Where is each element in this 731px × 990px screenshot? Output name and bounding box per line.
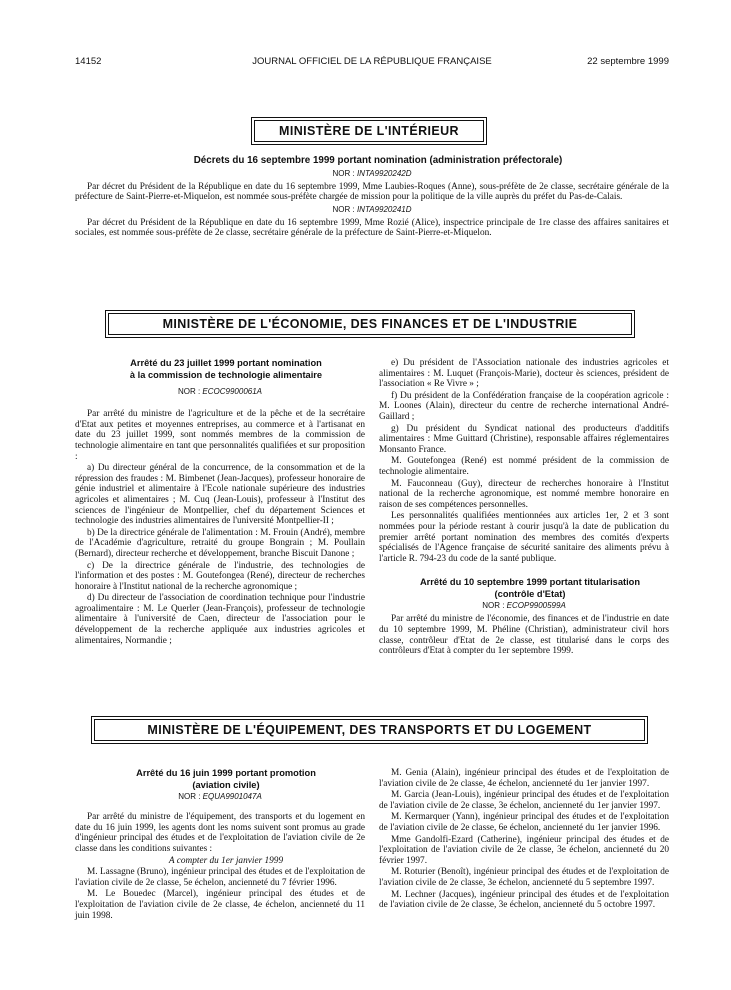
nor-code: ECOC9900061A bbox=[202, 387, 263, 397]
list-item: Les personnalités qualifiées mentionnées aux articles 1er, 2 et 3 sont nommées pour la période restant à courir jusqu'à la date de publication du premier arrêté portant nomination des membres des comités d'experts spécialisés de l'Agence française de sécurité sanitaire des aliments prévu à l'article R. 794-23 du code de la santé publique. bbox=[379, 511, 669, 564]
list-item: M. Lassagne (Bruno), ingénieur principal des études et de l'exploitation de l'aviation civile de 2e classe, 5e échelon, ancienneté du 7 février 1996. bbox=[75, 867, 365, 888]
list-item: M. Genia (Alain), ingénieur principal des études et de l'exploitation de l'aviation civile de 2e classe, 4e échelon, ancienneté du 1er janvier 1997. bbox=[379, 768, 669, 789]
list-item: a) Du directeur général de la concurrence, de la consommation et de la répression des fraudes : M. Bimbenet (Jean-Jacques), professeur honoraire de génie industriel et alimentaire à l'Ecole nationale supérieure des industries agricoles et alimentaires ; M. Cuq (Jean-Louis), professeur à l'Institut des sciences de l'ingénieur de Montpellier, chef du département Sciences et technologie des industries alimentaires de l'université Montpellier-II ; bbox=[75, 463, 365, 527]
arrete-title: (aviation civile) bbox=[192, 779, 260, 790]
ministry-economie-title: MINISTÈRE DE L'ÉCONOMIE, DES FINANCES ET DE L'INDUSTRIE bbox=[108, 313, 632, 335]
list-item: M. Kermarquer (Yann), ingénieur principal des études et de l'exploitation de l'aviation civile de 2e classe, 6e échelon, ancienneté du 1er janvier 1996. bbox=[379, 812, 669, 833]
interieur-decree-title: Décrets du 16 septembre 1999 portant nomination (administration préfectorale) bbox=[193, 155, 563, 166]
arrete-intro: Par arrêté du ministre de l'équipement, des transports et du logement en date du 16 juin 1999, les agents dont les noms suivent sont promus au grade d'ingénieur principal des études et de l'exploitation de l'aviation civile de 2e classe dans les conditions suivantes : bbox=[75, 812, 365, 854]
decree-paragraph: Par décret du Président de la République en date du 16 septembre 1999, Mme Rozié (Alice), inspectrice principale de 1re classe des affaires sanitaires et sociales, est nommée sous-préfète de 2e classe, secrétaire générale de la préfecture de Saint-Pierre-et-Miquelon. bbox=[75, 217, 669, 239]
list-item: M. Garcia (Jean-Louis), ingénieur principal des études et de l'exploitation de l'aviation civile de 2e classe, 3e échelon, ancienneté du 1er janvier 1997. bbox=[379, 790, 669, 811]
nor-line: NOR : ECOC9900061A bbox=[177, 387, 263, 397]
list-item: f) Du président de la Confédération française de la coopération agricole : M. Loones (Alain), directeur du centre de recherche international André-Gaillard ; bbox=[379, 390, 669, 422]
page-number: 14152 bbox=[75, 56, 102, 67]
ministry-economie-box bbox=[105, 310, 635, 338]
list-item: M. Goutefongea (René) est nommé président de la commission de technologie alimentaire. bbox=[379, 456, 669, 477]
arrete-title: Arrêté du 10 septembre 1999 portant titularisation bbox=[419, 577, 641, 588]
list-item: M. Le Bouedec (Marcel), ingénieur principal des études et de l'exploitation de l'aviation civile de 2e classe, 4e échelon, ancienneté du 11 juin 1998. bbox=[75, 889, 365, 921]
arrete-title: (contrôle d'Etat) bbox=[494, 588, 566, 599]
arrete-paragraph: Par arrêté du ministre de l'économie, des finances et de l'industrie en date du 10 septembre 1999, M. Phéline (Christian), administrateur civil hors classe, contrôleur d'Etat de 2e classe, est titularisé dans le corps des contrôleurs d'Etat à compter du 1er septembre 1999. bbox=[379, 614, 669, 657]
ministry-interieur-title: MINISTÈRE DE L'INTÉRIEUR bbox=[254, 120, 484, 142]
nor-code: EQUA9901047A bbox=[202, 792, 262, 802]
effective-date-heading: A compter du 1er janvier 1999 bbox=[168, 855, 284, 866]
list-item: Mme Gandolfi-Ezard (Catherine), ingénieur principal des études et de l'exploitation de l'aviation civile de 2e classe, 3e échelon, ancienneté du 20 février 1997. bbox=[379, 834, 669, 866]
interieur-section bbox=[75, 156, 669, 240]
list-item: M. Lechner (Jacques), ingénieur principal des études et de l'exploitation de l'aviation civile de 2e classe, 3e échelon, ancienneté du 5 octobre 1997. bbox=[379, 889, 669, 911]
nor-line: NOR : INTA9920242D bbox=[332, 168, 412, 178]
equipement-left-column bbox=[75, 768, 365, 922]
economie-left-column bbox=[75, 358, 365, 647]
arrete-title: à la commission de technologie alimentaire bbox=[129, 369, 323, 380]
decree-paragraph: Par décret du Président de la République en date du 16 septembre 1999, Mme Laubies-Roques (Anne), sous-préfète de 2e classe, secrétaire générale de la préfecture de Saint-Pierre-et-Miquelon, est nommée sous-préfète chargée de mission pour la politique de la ville auprès du préfet du Pas-de-Calais. bbox=[75, 181, 669, 203]
ministry-equipement-box bbox=[91, 716, 648, 744]
arrete-title: Arrêté du 16 juin 1999 portant promotion bbox=[136, 768, 316, 778]
economie-right-column bbox=[379, 358, 669, 658]
equipement-right-column bbox=[379, 768, 669, 912]
issue-date: 22 septembre 1999 bbox=[587, 56, 669, 67]
nor-code: INTA9920242D bbox=[356, 168, 412, 178]
arrete-intro: Par arrêté du ministre de l'agriculture et de la pêche et de la secrétaire d'Etat aux petites et moyennes entreprises, au commerce et à l'artisanat en date du 23 juillet 1999, sont nommés membres de la commission de technologie alimentaire en tant que personnalités qualifiées et sur proposition : bbox=[75, 409, 365, 462]
list-item: M. Fauconneau (Guy), directeur de recherches honoraire à l'Institut national de la recherche agronomique, est nommé membre honoraire en raison de ses compétences personnelles. bbox=[379, 478, 669, 510]
arrete-title: Arrêté du 23 juillet 1999 portant nomination bbox=[130, 358, 322, 368]
list-item: e) Du président de l'Association nationale des industries agricoles et alimentaires : M. Luquet (François-Marie), docteur ès sciences, président de l'association « Re Vivre » ; bbox=[379, 358, 669, 390]
nor-line: NOR : INTA9920241D bbox=[332, 204, 412, 214]
journal-title: JOURNAL OFFICIEL DE LA RÉPUBLIQUE FRANÇAISE bbox=[252, 56, 492, 67]
list-item: M. Roturier (Benoît), ingénieur principal des études et de l'exploitation de l'aviation civile de 2e classe, 3e échelon, ancienneté du 5 septembre 1997. bbox=[379, 867, 669, 888]
list-item: g) Du président du Syndicat national des producteurs d'additifs alimentaires : Mme Guittard (Christine), responsable affaires réglementaires Monsanto France. bbox=[379, 423, 669, 455]
nor-code: INTA9920241D bbox=[356, 204, 412, 214]
nor-line: NOR : EQUA9901047A bbox=[178, 792, 262, 802]
page-header bbox=[75, 56, 669, 70]
list-item: c) De la directrice générale de l'industrie, des technologies de l'information et des postes : M. Goutefongea (René), directeur de recherches honoraire à l'Institut national de la recherche agronomique ; bbox=[75, 560, 365, 592]
nor-code: ECOP9900599A bbox=[506, 601, 566, 611]
ministry-equipement-title: MINISTÈRE DE L'ÉQUIPEMENT, DES TRANSPORTS ET DU LOGEMENT bbox=[94, 719, 645, 741]
list-item: b) De la directrice générale de l'alimentation : M. Frouin (André), membre de l'Académie d'agriculture, retraité du groupe Bongrain ; M. Poullain (Bernard), directeur recherche et développement, branche Biscuit Danone ; bbox=[75, 527, 365, 559]
list-item: d) Du directeur de l'association de coordination technique pour l'industrie agroalimentaire : M. Le Querler (Jean-François), professeur de technologie alimentaire à l'université de Caen, directeur de l'association pour le développement de la recherche appliquée aux industries agricoles et alimentaires, Normandie ; bbox=[75, 593, 365, 646]
ministry-interieur-box bbox=[251, 117, 487, 145]
nor-line: NOR : ECOP9900599A bbox=[482, 601, 566, 611]
